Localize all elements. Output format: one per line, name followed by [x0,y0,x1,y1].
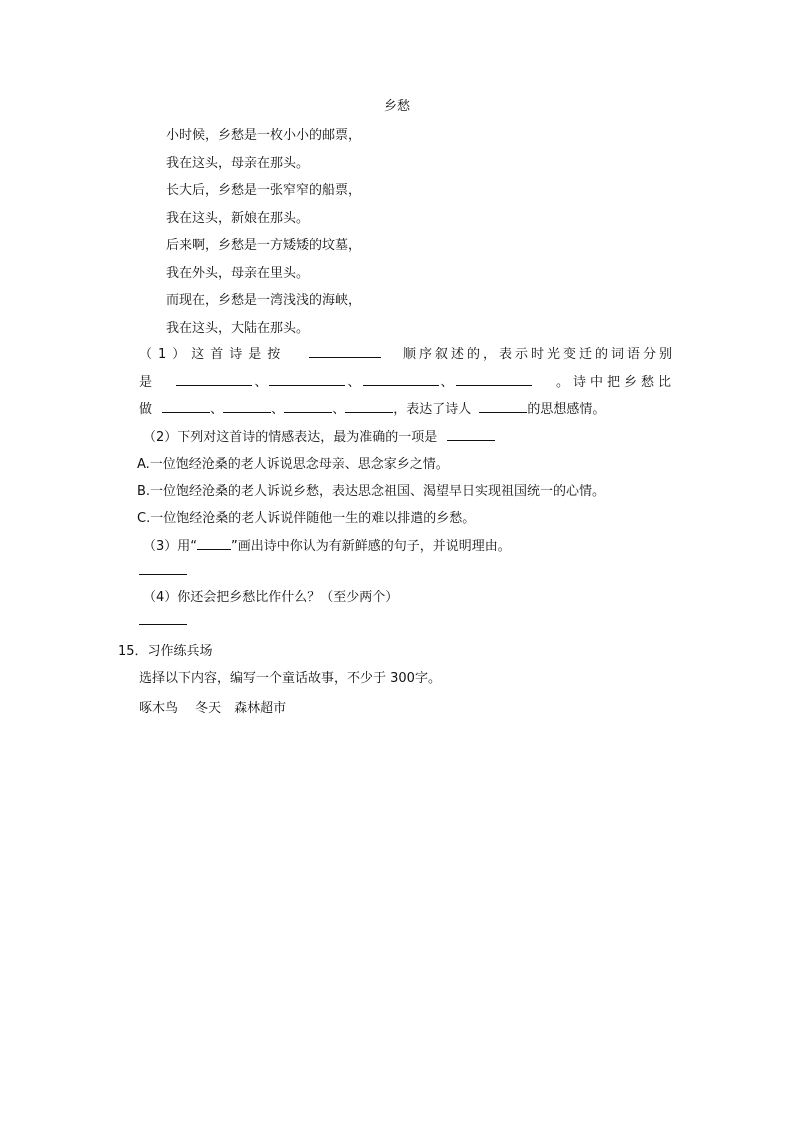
question-2-stem [143,426,495,445]
question-1-zuo: 做 [139,402,153,417]
question-15-topics: 啄木鸟 冬天 森林超市 [139,701,287,716]
question-1-text-a: （1）这首诗是按 [139,347,287,362]
separator: 、 [271,402,285,417]
question-4-answer-blank[interactable] [139,612,187,625]
question-3-line-sample [197,537,231,550]
poem-line: 我在这头，新娘在那头。 [166,211,310,226]
question-2-option-b: B.一位饱经沧桑的老人诉说乡愁，表达思念祖国、渴望早日实现祖国统一的心情。 [137,484,606,499]
poem-line: 我在这头，母亲在那头。 [166,156,310,171]
question-1-blank-time-3[interactable] [363,373,439,386]
question-1-blank-metaphor-2[interactable] [223,400,271,413]
question-3-stem [143,535,511,554]
question-15-instruction: 选择以下内容，编写一个童话故事，不少于 300字。 [139,671,441,686]
question-2-answer-blank[interactable] [447,428,495,441]
question-1-blank-metaphor-1[interactable] [162,400,210,413]
question-1-blank-metaphor-4[interactable] [345,400,393,413]
question-3-answer-blank[interactable] [139,562,187,575]
question-1-blank-time-2[interactable] [269,373,345,386]
question-1-text-b: 顺序叙述的，表示时光变迁的词语分别 [402,347,675,362]
separator: 、 [347,375,361,390]
question-2-option-a: A.一位饱经沧桑的老人诉说思念母亲、思念家乡之情。 [137,457,449,472]
question-1-text-e: 的思想感情。 [527,402,606,417]
question-15-heading: 15．习作练兵场 [118,644,213,659]
poem-line: 我在这头，大陆在那头。 [166,321,310,336]
question-1-blank-feeling[interactable] [479,400,527,413]
poem-line: 我在外头，母亲在里头。 [166,266,310,281]
question-1-text-c: 。诗中把乡愁比 [555,375,675,390]
separator: 、 [332,402,346,417]
question-1-blank-order[interactable] [309,345,381,358]
separator: 、 [254,375,268,390]
poem-line: 小时候，乡愁是一枚小小的邮票， [166,128,362,143]
question-1-blank-time-4[interactable] [456,373,532,386]
question-1-blank-metaphor-3[interactable] [284,400,332,413]
question-1-blank-time-1[interactable] [176,373,252,386]
poem-title: 乡愁 [383,99,410,114]
question-1-line-1 [139,343,675,362]
question-4-stem: （4）你还会把乡愁比作什么？（至少两个） [143,590,399,605]
poem-line: 长大后，乡愁是一张窄窄的船票， [166,183,362,198]
question-4-answer [139,612,187,629]
question-1-shi: 是 [139,375,153,390]
poem-line: 而现在，乡愁是一湾浅浅的海峡， [166,293,362,308]
poem-line: 后来啊，乡愁是一方矮矮的坟墓， [166,238,362,253]
question-1-text-d: ，表达了诗人 [393,402,472,417]
question-3-text-b: ”画出诗中你认为有新鲜感的句子，并说明理由。 [231,539,511,554]
question-2-text: （2）下列对这首诗的情感表达，最为准确的一项是 [143,430,438,445]
separator: 、 [210,402,224,417]
question-2-option-c: C.一位饱经沧桑的老人诉说伴随他一生的难以排遣的乡愁。 [137,511,476,526]
question-1-line-2 [139,371,675,390]
question-3-answer [139,562,187,579]
question-1-line-3 [139,398,605,417]
separator: 、 [440,375,454,390]
question-3-text-a: （3）用“ [143,539,198,554]
